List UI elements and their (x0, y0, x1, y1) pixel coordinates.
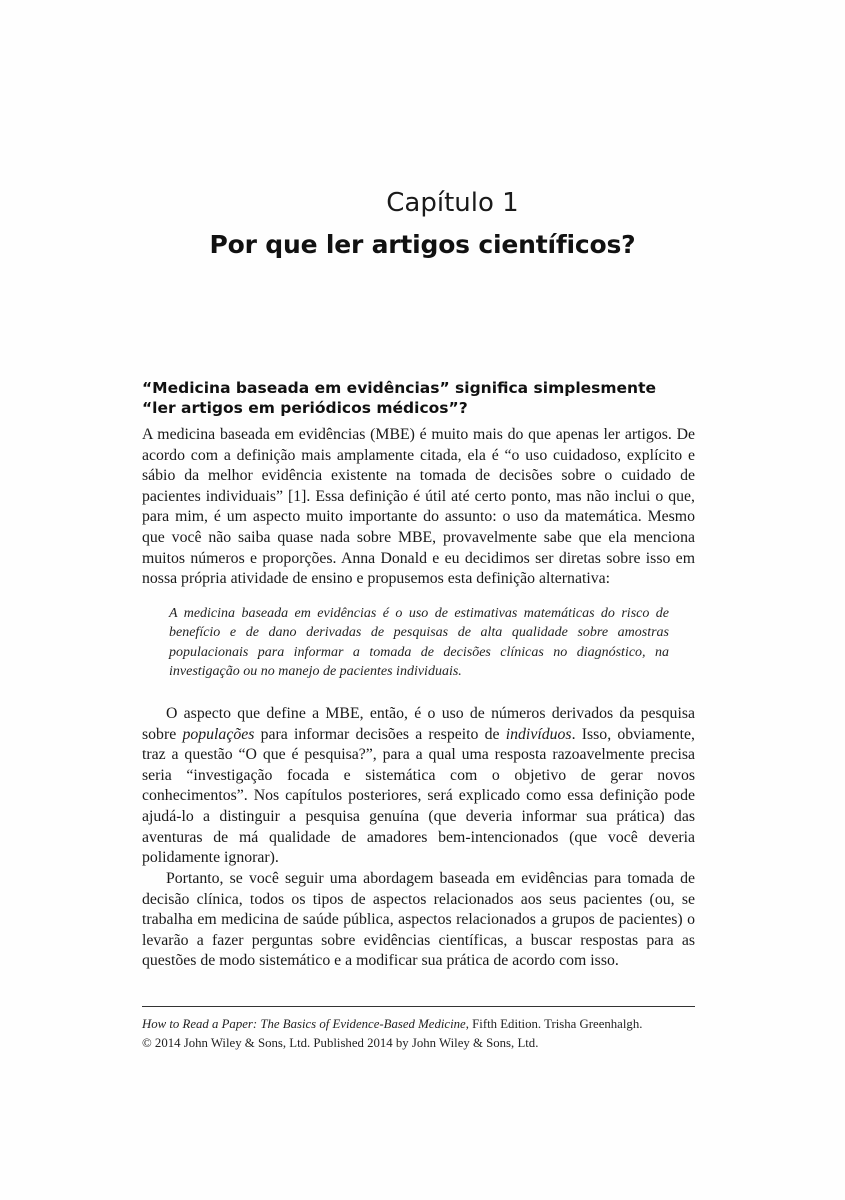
paragraph-3: Portanto, se você seguir uma abordagem baseada em evidências para tomada de decisão clínica, todos os tipos de aspectos relacionados aos seus pacientes (ou, se trabalha em medicina de saúde pública, aspectos relacionados a grupos de pacientes) o levarão a fazer perguntas sobre evidências científicas, a buscar respostas para as questões de modo sistemático e a modificar sua prática de acordo com isso. (142, 870, 695, 970)
emphasis-populations: populações (182, 725, 255, 743)
emphasis-individuals: indivíduos (505, 725, 572, 743)
paragraph-2-text-a: O aspecto que define a MBE, então, é o uso de números derivados da pesquisa sobre (142, 705, 695, 743)
chapter-number: Capítulo 1 (386, 188, 519, 218)
footer-divider (142, 1006, 695, 1007)
section-heading (142, 378, 702, 418)
footer-citation (142, 1015, 702, 1053)
footer-book-title: How to Read a Paper: The Basics of Evidence-Based Medicine (142, 1017, 466, 1031)
footer-line-1 (142, 1015, 702, 1034)
footer-edition-author: , Fifth Edition. Trisha Greenhalgh. (465, 1017, 643, 1031)
paragraph-2 (142, 704, 695, 869)
paragraph-1: A medicina baseada em evidências (MBE) é muito mais do que apenas ler artigos. De acordo com a definição mais amplamente citada, ela é “o uso cuidadoso, explícito e sábio da melhor evidência existente na tomada de decisões sobre o cuidado de pacientes individuais” [1]. Essa definição é útil até certo ponto, mas não inclui o que, para mim, é um aspecto muito importante do assunto: o uso da matemática. Mesmo que você não saiba quase nada sobre MBE, provavelmente sabe que ela menciona muitos números e proporções. Anna Donald e eu decidimos ser diretas sobre isso em nossa própria atividade de ensino e propusemos esta definição alternativa: (142, 426, 695, 588)
definition-quote: A medicina baseada em evidências é o uso de estimativas matemáticas do risco de benefício e de dano derivadas de pesquisas de alta qualidade sobre amostras populacionais para informar a tomada de decisões clínicas no diagnóstico, na investigação ou no manejo de pacientes individuais. (169, 606, 669, 680)
chapter-title: Por que ler artigos científicos? (209, 230, 636, 259)
paragraph-2-text-b: para informar decisões a respeito de (254, 725, 506, 743)
footer-copyright: © 2014 John Wiley & Sons, Ltd. Published 2014 by John Wiley & Sons, Ltd. (142, 1036, 539, 1050)
paragraph-2-text-c: . Isso, obviamente, traz a questão “O que é pesquisa?”, para a qual uma resposta razoavelmente precisa seria “investigação focada e sistemática com o objetivo de gerar novos conhecimentos”. Nos capítulos posteriores, será explicado como essa definição pode ajudá-lo a distinguir a pesquisa genuína (que deveria informar sua prática) das aventuras de má qualidade de amadores bem-intencionados (que você deveria polidamente ignorar). (142, 725, 695, 867)
section-heading-line-1: “Medicina baseada em evidências” significa simplesmente (142, 379, 656, 397)
section-heading-line-2: “ler artigos em periódicos médicos”? (142, 399, 468, 417)
